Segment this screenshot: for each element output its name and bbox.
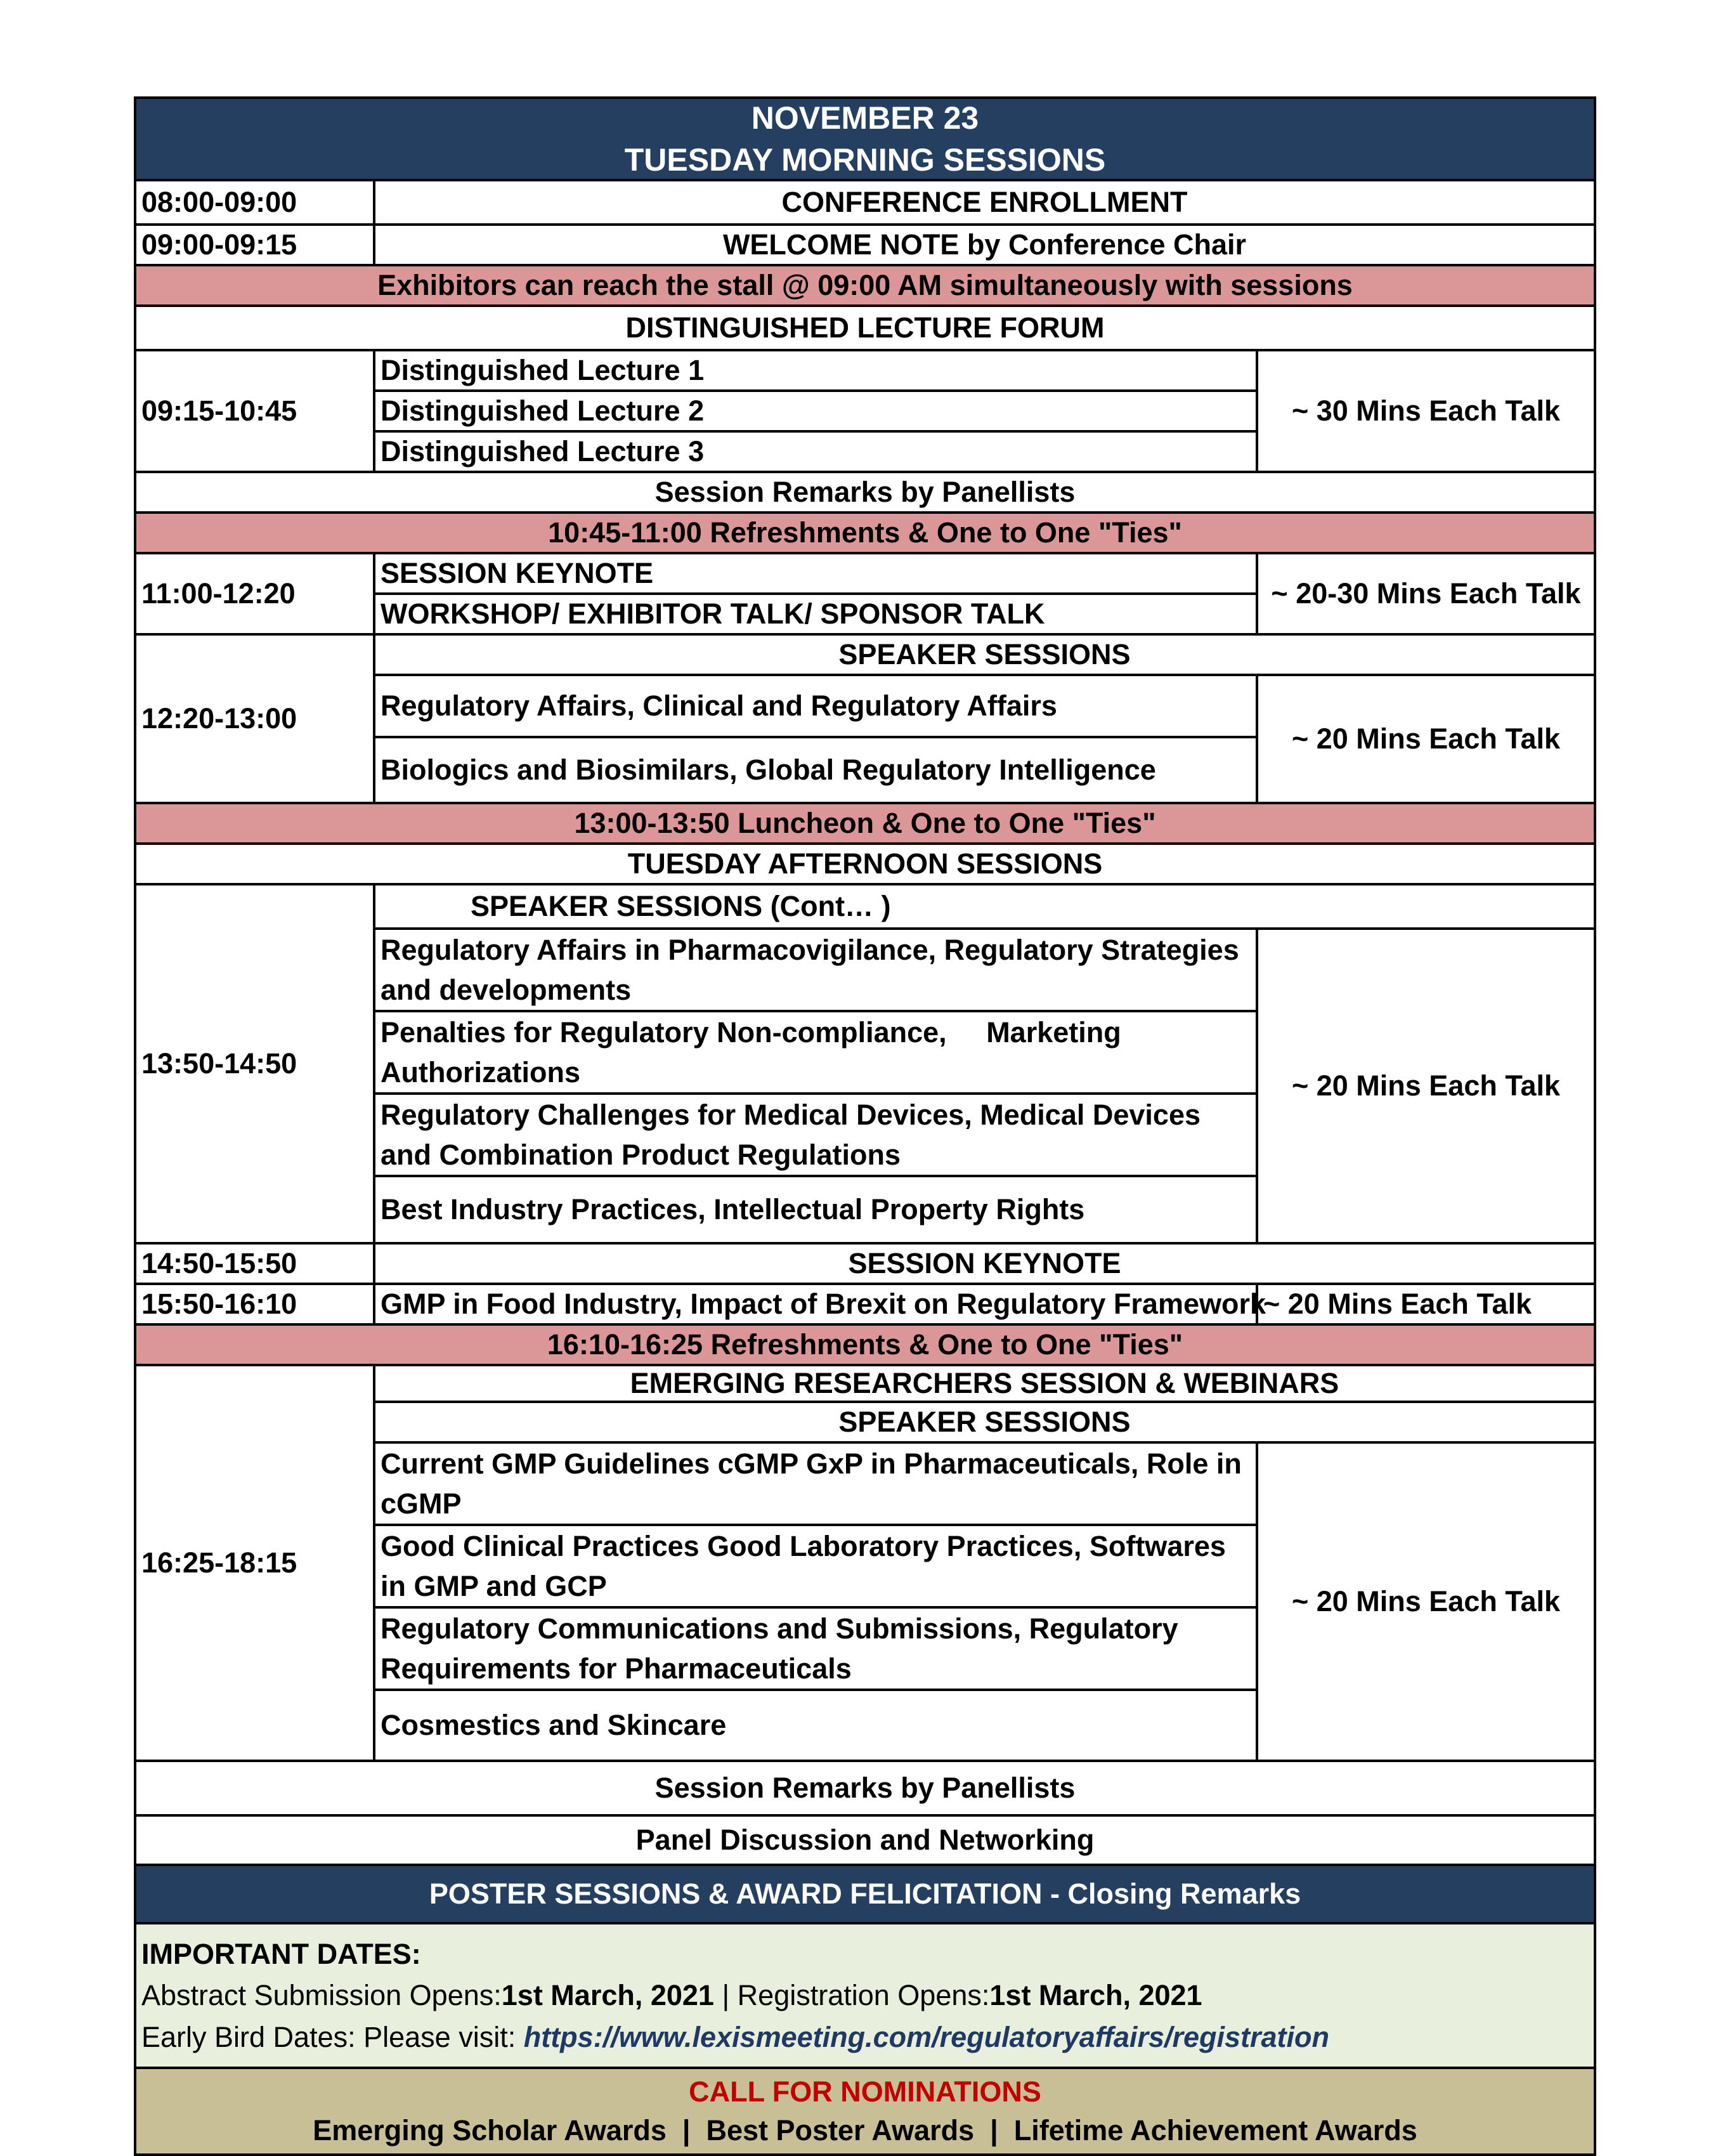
emerging-time: 16:25-18:15 xyxy=(135,1365,374,1761)
exhibitors-row xyxy=(135,265,1595,306)
keynote-block-row xyxy=(135,553,1595,594)
emerging-title: EMERGING RESEARCHERS SESSION & WEBINARS xyxy=(374,1365,1595,1402)
header xyxy=(135,98,1595,180)
emerging-title-row xyxy=(135,1365,1595,1402)
enrollment-row xyxy=(135,180,1595,225)
speaker1-title-row xyxy=(135,634,1595,675)
important-heading: IMPORTANT DATES: xyxy=(141,1938,421,1970)
important-row xyxy=(135,1923,1595,2068)
forum-lecture-1: Distinguished Lecture 1 xyxy=(374,350,1257,391)
speaker1-duration: ~ 20 Mins Each Talk xyxy=(1257,675,1595,803)
speaker1-item-1: Regulatory Affairs, Clinical and Regulatory Affairs xyxy=(374,675,1257,737)
gmp-label: GMP in Food Industry, Impact of Brexit on Regulatory Framework xyxy=(374,1284,1257,1324)
speaker2-time: 13:50-14:50 xyxy=(135,884,374,1243)
lunch-row xyxy=(135,803,1595,844)
keynote-block-item-2: WORKSHOP/ EXHIBITOR TALK/ SPONSOR TALK xyxy=(374,594,1257,634)
nominations-row xyxy=(135,2068,1595,2155)
speaker1-title: SPEAKER SESSIONS xyxy=(374,634,1595,675)
gmp-time: 15:50-16:10 xyxy=(135,1284,374,1324)
enrollment-time: 08:00-09:00 xyxy=(135,180,374,225)
forum-time: 09:15-10:45 xyxy=(135,350,374,472)
keynote2-row xyxy=(135,1243,1595,1284)
keynote2-time: 14:50-15:50 xyxy=(135,1243,374,1284)
panel-row xyxy=(135,1815,1595,1865)
remarks2: Session Remarks by Panellists xyxy=(135,1761,1595,1815)
speaker1-time: 12:20-13:00 xyxy=(135,634,374,803)
forum-title-row xyxy=(135,306,1595,350)
speaker1-item-2: Biologics and Biosimilars, Global Regulatory Intelligence xyxy=(374,737,1257,803)
early-bird-line xyxy=(141,2016,1589,2058)
welcome-row xyxy=(135,225,1595,265)
nominations-awards: Emerging Scholar Awards | Best Poster Awards | Lifetime Achievement Awards xyxy=(313,2114,1417,2146)
emerging-item-3: Regulatory Communications and Submissions, Regulatory Requirements for Pharmaceuticals xyxy=(374,1607,1257,1690)
forum-title: DISTINGUISHED LECTURE FORUM xyxy=(135,306,1595,350)
dates-separator: | xyxy=(713,1979,738,2012)
keynote-block-duration: ~ 20-30 Mins Each Talk xyxy=(1257,553,1595,634)
registration-link[interactable]: https://www.lexismeeting.com/regulatoryaffairs/registration xyxy=(523,2020,1330,2053)
abstract-label: Abstract Submission Opens: xyxy=(141,1979,502,2012)
schedule-sheet xyxy=(134,96,1592,2146)
welcome-time: 09:00-09:15 xyxy=(135,225,374,265)
keynote-block-item-1: SESSION KEYNOTE xyxy=(374,553,1257,594)
speaker2-item-2: Penalties for Regulatory Non-compliance, Marketing Authorizations xyxy=(374,1011,1257,1094)
emerging-duration: ~ 20 Mins Each Talk xyxy=(1257,1442,1595,1761)
forum-lecture-3: Distinguished Lecture 3 xyxy=(374,431,1257,472)
speaker2-duration: ~ 20 Mins Each Talk xyxy=(1257,929,1595,1243)
header-row xyxy=(135,98,1595,180)
speaker2-item-4: Best Industry Practices, Intellectual Property Rights xyxy=(374,1176,1257,1243)
break2-row xyxy=(135,1324,1595,1365)
afternoon-title: TUESDAY AFTERNOON SESSIONS xyxy=(135,844,1595,884)
keynote-block-time: 11:00-12:20 xyxy=(135,553,374,634)
registration-label: Registration Opens: xyxy=(737,1979,990,2012)
gmp-duration: ~ 20 Mins Each Talk xyxy=(1257,1284,1595,1324)
forum-lecture-2: Distinguished Lecture 2 xyxy=(374,391,1257,431)
early-bird-label: Early Bird Dates: Please visit: xyxy=(141,2020,524,2053)
forum-remarks-row xyxy=(135,472,1595,513)
emerging-item-2: Good Clinical Practices Good Laboratory Practices, Softwares in GMP and GCP xyxy=(374,1525,1257,1607)
schedule-table xyxy=(134,96,1596,2156)
forum-duration: ~ 30 Mins Each Talk xyxy=(1257,350,1595,472)
break2: 16:10-16:25 Refreshments & One to One "Ties" xyxy=(135,1324,1595,1365)
exhibitors-note: Exhibitors can reach the stall @ 09:00 AM simultaneously with sessions xyxy=(135,265,1595,306)
forum-lecture-row xyxy=(135,350,1595,391)
nominations-heading: CALL FOR NOMINATIONS xyxy=(689,2075,1041,2108)
abstract-date: 1st March, 2021 xyxy=(501,1979,714,2012)
header-title: TUESDAY MORNING SESSIONS xyxy=(624,142,1106,178)
emerging-subtitle: SPEAKER SESSIONS xyxy=(374,1402,1595,1442)
speaker2-item-3: Regulatory Challenges for Medical Devices, Medical Devices and Combination Product Regulations xyxy=(374,1094,1257,1176)
welcome-label: WELCOME NOTE by Conference Chair xyxy=(374,225,1595,265)
enrollment-label: CONFERENCE ENROLLMENT xyxy=(374,180,1595,225)
important-dates xyxy=(135,1923,1595,2068)
important-open-line xyxy=(141,1975,1589,2016)
keynote2-label: SESSION KEYNOTE xyxy=(374,1243,1595,1284)
gmp-row xyxy=(135,1284,1595,1324)
break1: 10:45-11:00 Refreshments & One to One "Ties" xyxy=(135,513,1595,553)
remarks2-row xyxy=(135,1761,1595,1815)
speaker2-title: SPEAKER SESSIONS (Cont… ) xyxy=(374,884,1595,929)
afternoon-title-row xyxy=(135,844,1595,884)
speaker2-item-1: Regulatory Affairs in Pharmacovigilance, Regulatory Strategies and developments xyxy=(374,929,1257,1011)
poster-row xyxy=(135,1865,1595,1923)
registration-date: 1st March, 2021 xyxy=(989,1979,1202,2012)
emerging-item-1: Current GMP Guidelines cGMP GxP in Pharmaceuticals, Role in cGMP xyxy=(374,1442,1257,1525)
lunch: 13:00-13:50 Luncheon & One to One "Ties" xyxy=(135,803,1595,844)
header-date: NOVEMBER 23 xyxy=(751,100,979,136)
nominations xyxy=(135,2068,1595,2155)
poster: POSTER SESSIONS & AWARD FELICITATION - Closing Remarks xyxy=(135,1865,1595,1923)
speaker2-title-row xyxy=(135,884,1595,929)
emerging-item-4: Cosmestics and Skincare xyxy=(374,1690,1257,1761)
panel: Panel Discussion and Networking xyxy=(135,1815,1595,1865)
break1-row xyxy=(135,513,1595,553)
forum-remarks: Session Remarks by Panellists xyxy=(135,472,1595,513)
